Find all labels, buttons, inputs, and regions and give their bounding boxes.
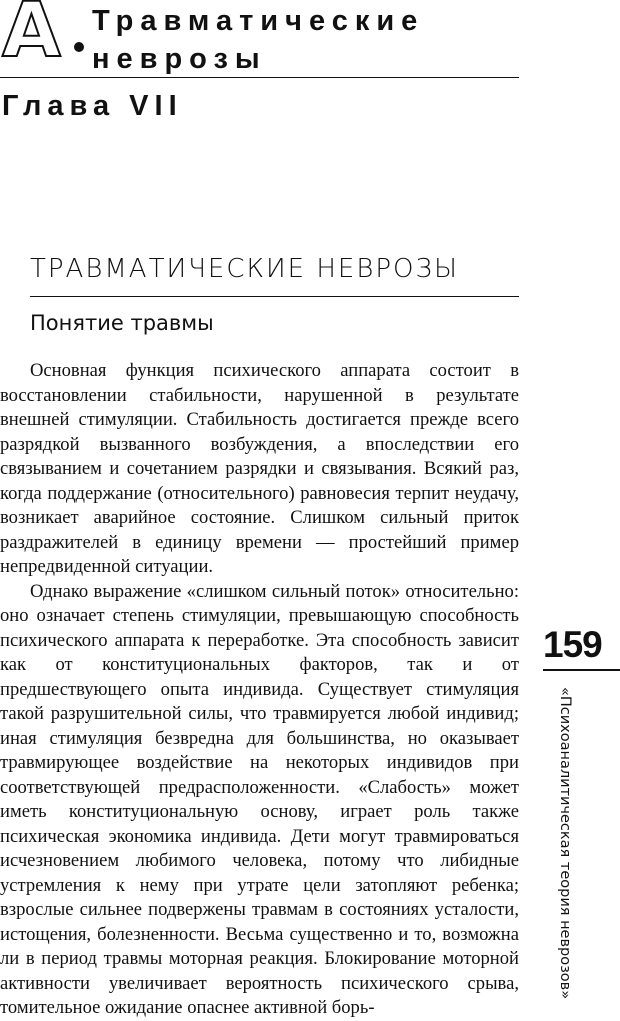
part-letter-dot [74, 42, 84, 52]
section-divider [30, 296, 519, 297]
paragraph: Основная функция психического аппарата состоит в восстановлении стабильности, нарушенной в результате внешней стимуляции. Стабильность достигается прежде всего разрядкой вызванного возбуждения, а впоследствии его связыванием и сочетанием разрядки и связывания. Всякий раз, когда поддержание (относительного) равновесия терпит неудачу, возникает аварийное состояние. Слишком сильный приток раздражителей в единицу времени — простейший пример непредвиденной ситуации. [0, 360, 519, 577]
part-divider [0, 77, 519, 78]
running-head: «Психоаналитическая теория неврозов» [557, 687, 573, 1000]
subsection-title: Понятие травмы [30, 311, 214, 335]
part-title-line2: неврозы [92, 43, 267, 75]
section-title: ТРАВМАТИЧЕСКИЕ НЕВРОЗЫ [30, 254, 459, 284]
body-text [0, 359, 519, 1021]
page-number-rule [543, 669, 620, 671]
paragraph: Однако выражение «слишком сильный поток» относительно: оно означает степень стимуляции, превышающую способность психического аппарата к переработке. Эта способность зависит как от конституциональных факторов, так и от предшествующего опыта индивида. Существует стимуляция такой разрушительной силы, что травмируется любой индивид; иная стимуляция безвредна для большинства, но оказывает травмирующее воздействие на некоторых индивидов при соответствующей предрасположенности. «Слабость» может иметь конституциональную основу, играет роль также психическая экономика индивида. Дети могут травмироваться исчезновением любимого человека, потому что либидные устремления к нему при утрате цели затопляют ребенка; взрослые сильнее подвержены травмам в состояниях усталости, истощения, болезненности. Весьма существенно и то, возможна ли в период травмы моторная реакция. Блокирование моторной активности увеличивает вероятность психического срыва, томительное ожидание опаснее активной борь- [0, 580, 519, 1018]
part-title-line1: Травматические [92, 5, 425, 37]
page-number: 159 [543, 624, 602, 665]
chapter-title: Глава VII [2, 90, 183, 122]
part-letter-logo: А [2, 0, 59, 74]
part-title [92, 2, 424, 78]
